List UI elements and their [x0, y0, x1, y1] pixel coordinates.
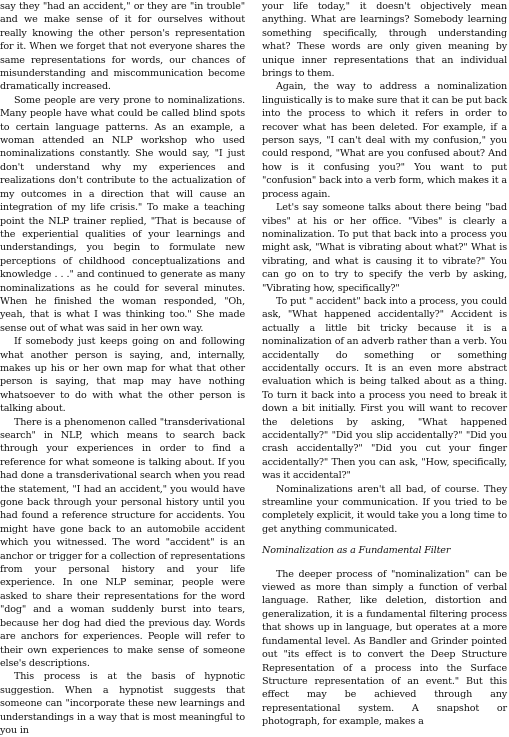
- paragraph: To put " accident" back into a process, you could ask, "What happened accidentally?" Accident is actually a little bit tricky because it is a nominalization of an adverb rather than a verb. You accidentally do something or something accidentally occurs. It is an even more abstract evaluation which is being talked about as a thing. To turn it back into a process you need to break it down a bit initially. First you will want to recover the deletions by asking, "What happened accidentally?" "Did you slip accidentally?" "Did you crash accidentally?" "Did you cut your finger accidentally?" Then you can ask, "How, specifically, was it accidental?": [262, 295, 507, 482]
- paragraph: Again, the way to address a nominalization linguistically is to make sure that it can be put back into the process to which it refers in order to recover what has been deleted. For example, if a person says, "I can't deal with my confusion," you could respond, "What are you confused about? And how is it confusing you?" You want to put "confusion" back into a verb form, which makes it a process again.: [262, 81, 507, 200]
- paragraph: There is a phenomenon called "transderivational search" in NLP, which means to search back through your experiences in order to find a reference for what someone is talking about. If you had done a transderivational search when you read the statement, "I had an accident," you would have gone back through your personal history until you had found a reference structure for accidents. You might have gone back to an automobile accident which you witnessed. The word "accident" is an anchor or trigger for a collection of representations from your personal history and your life experience. In one NLP seminar, people were asked to share their representations for the word "dog" and a woman suddenly burst into tears, because her dog had died the previous day. Words are anchors for experiences. People will refer to their own experiences to make sense of someone else's descriptions.: [0, 416, 245, 669]
- paragraph: Let's say someone talks about there being "bad vibes" at his or her office. "Vibes" is clearly a nominalization. To put that back into a process you might ask, "What is vibrating about what?" What is vibrating, and what is causing it to vibrate?" You can go on to try to specify the verb by asking, "Vibrating how, specifically?": [262, 202, 507, 294]
- right-column: [262, 0, 507, 729]
- paragraph: This process is at the basis of hypnotic suggestion. When a hypnotist suggests that someone can "incorporate these new learnings and understandings in a way that is most meaningful to you in: [0, 671, 245, 736]
- left-column: [0, 0, 245, 737]
- paragraph: Nominalizations aren't all bad, of course. They streamline your communication. If you tried to be completely explicit, it would take you a long time to get anything communicated.: [262, 483, 507, 535]
- paragraph: If somebody just keeps going on and following what another person is saying, and, internally, makes up his or her own map for what that other person is saying, that map may have nothing whatsoever to do with what the other person is talking about.: [0, 336, 245, 415]
- paragraph: The deeper process of "nominalization" can be viewed as more than simply a function of verbal language. Rather, like deletion, distortion and generalization, it is a fundamental filtering process that shows up in language, but operates at a more fundamental level. As Bandler and Grinder pointed out "its effect is to convert the Deep Structure Representation of a process into the Surface Structure representation of an event." But this effect may be achieved through any representational system. A snapshot or photograph, for example, makes a: [262, 568, 507, 728]
- section-heading: Nominalization as a Fundamental Filter: [262, 545, 451, 557]
- paragraph: say they "had an accident," or they are "in trouble" and we make sense of it for ourselves without really knowing the other person's representation for it. When we forget that not everyone shares the same representations for words, our chances of misunderstanding and miscommunication become dramatically increased.: [0, 1, 245, 93]
- paragraph: Some people are very prone to nominalizations. Many people have what could be called blind spots to certain language patterns. As an example, a woman attended an NLP workshop who used nominalizations constantly. She would say, "I just don't understand why my experiences and realizations don't contribute to the actualization of my outcomes in a direction that will cause an integration of my life crisis." To make a teaching point the NLP trainer replied, "That is because of the experiential qualities of your learnings and understandings, you begin to formulate new perceptions of childhood conceptualizations and knowledge . . ." and continued to generate as many nominalizations as he could for several minutes. When he finished the woman responded, "Oh, yeah, that is what I was thinking too." She made sense out of what was said in her own way.: [0, 94, 245, 334]
- paragraph: your life today," it doesn't objectively mean anything. What are learnings? Somebody learning something specifically, through understanding what? These words are only given meaning by unique inner representations that an individual brings to them.: [262, 1, 507, 80]
